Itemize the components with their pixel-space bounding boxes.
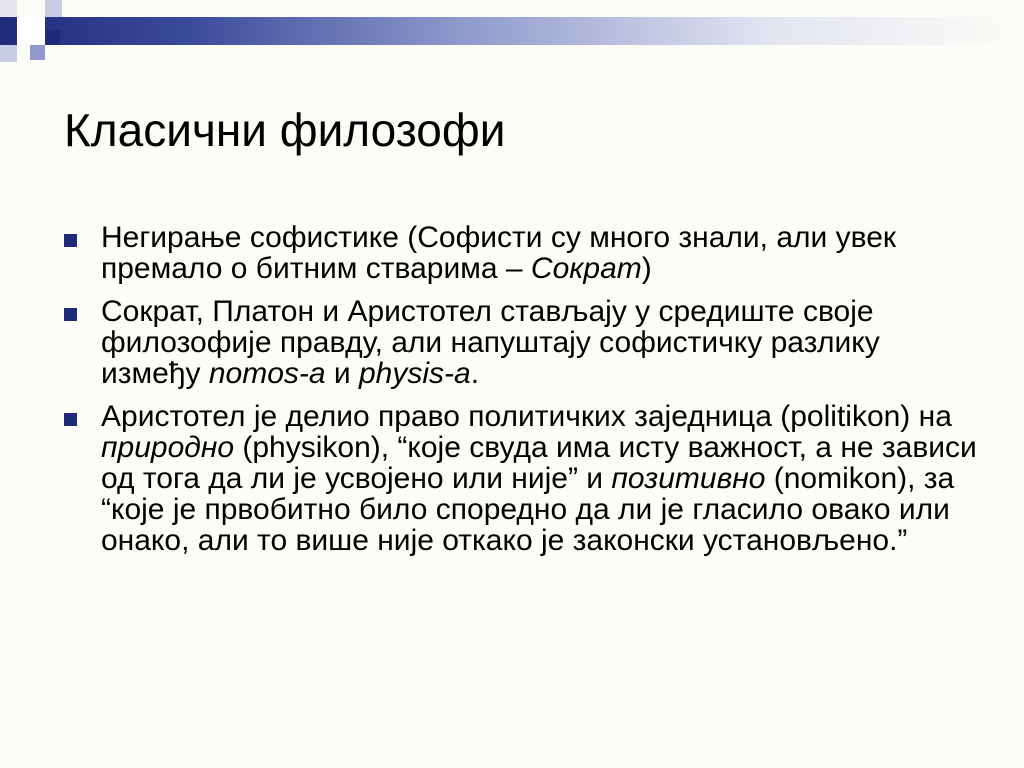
bullet-list (64, 222, 984, 568)
bullet-text-italic: physis-a (359, 357, 471, 390)
bullet-text-segment: Сократ, Платон и Аристотел стављају у средиште своје филозофије правду, али напуштају софистичку разлику између (101, 295, 880, 390)
bullet-text-segment: Аристотел је делио право политичких заједница (politikon) на (101, 400, 952, 433)
decor-square (0, 0, 17, 17)
bullet-item (64, 401, 984, 556)
bullet-text-segment: и (325, 357, 359, 390)
bullet-item (64, 296, 984, 389)
slide-title: Класични филозофи (64, 104, 506, 156)
decor-square (17, 17, 45, 45)
bullet-item (64, 222, 984, 284)
header-gradient-band (0, 17, 1024, 45)
square-bullet-icon (64, 413, 77, 426)
bullet-text-italic: позитивно (611, 462, 766, 495)
decor-square (45, 0, 62, 17)
square-bullet-icon (64, 234, 77, 247)
bullet-text-segment: ) (641, 252, 652, 285)
bullet-text-italic: nomos-a (208, 357, 326, 390)
bullet-text-italic: Сократ (530, 252, 642, 285)
decor-square (30, 45, 45, 60)
bullet-text-segment: (physikon), “које свуда има исту важност, а не зависи од тога да ли је усвојено или није” и (101, 431, 977, 495)
decor-square (45, 30, 60, 45)
bullet-text-segment: (nomikon), за “које је првобитно било споредно да ли је гласило овако или онако, али то више није откако је законски установљено.” (101, 462, 955, 557)
square-bullet-icon (64, 308, 77, 321)
decor-square (0, 45, 17, 62)
bullet-text-italic: природно (101, 431, 235, 464)
bullet-text-segment: Негирање софистике (Софисти су много знали, али увек премало о битним стварима – (101, 221, 897, 285)
bullet-text-segment: . (470, 357, 480, 390)
